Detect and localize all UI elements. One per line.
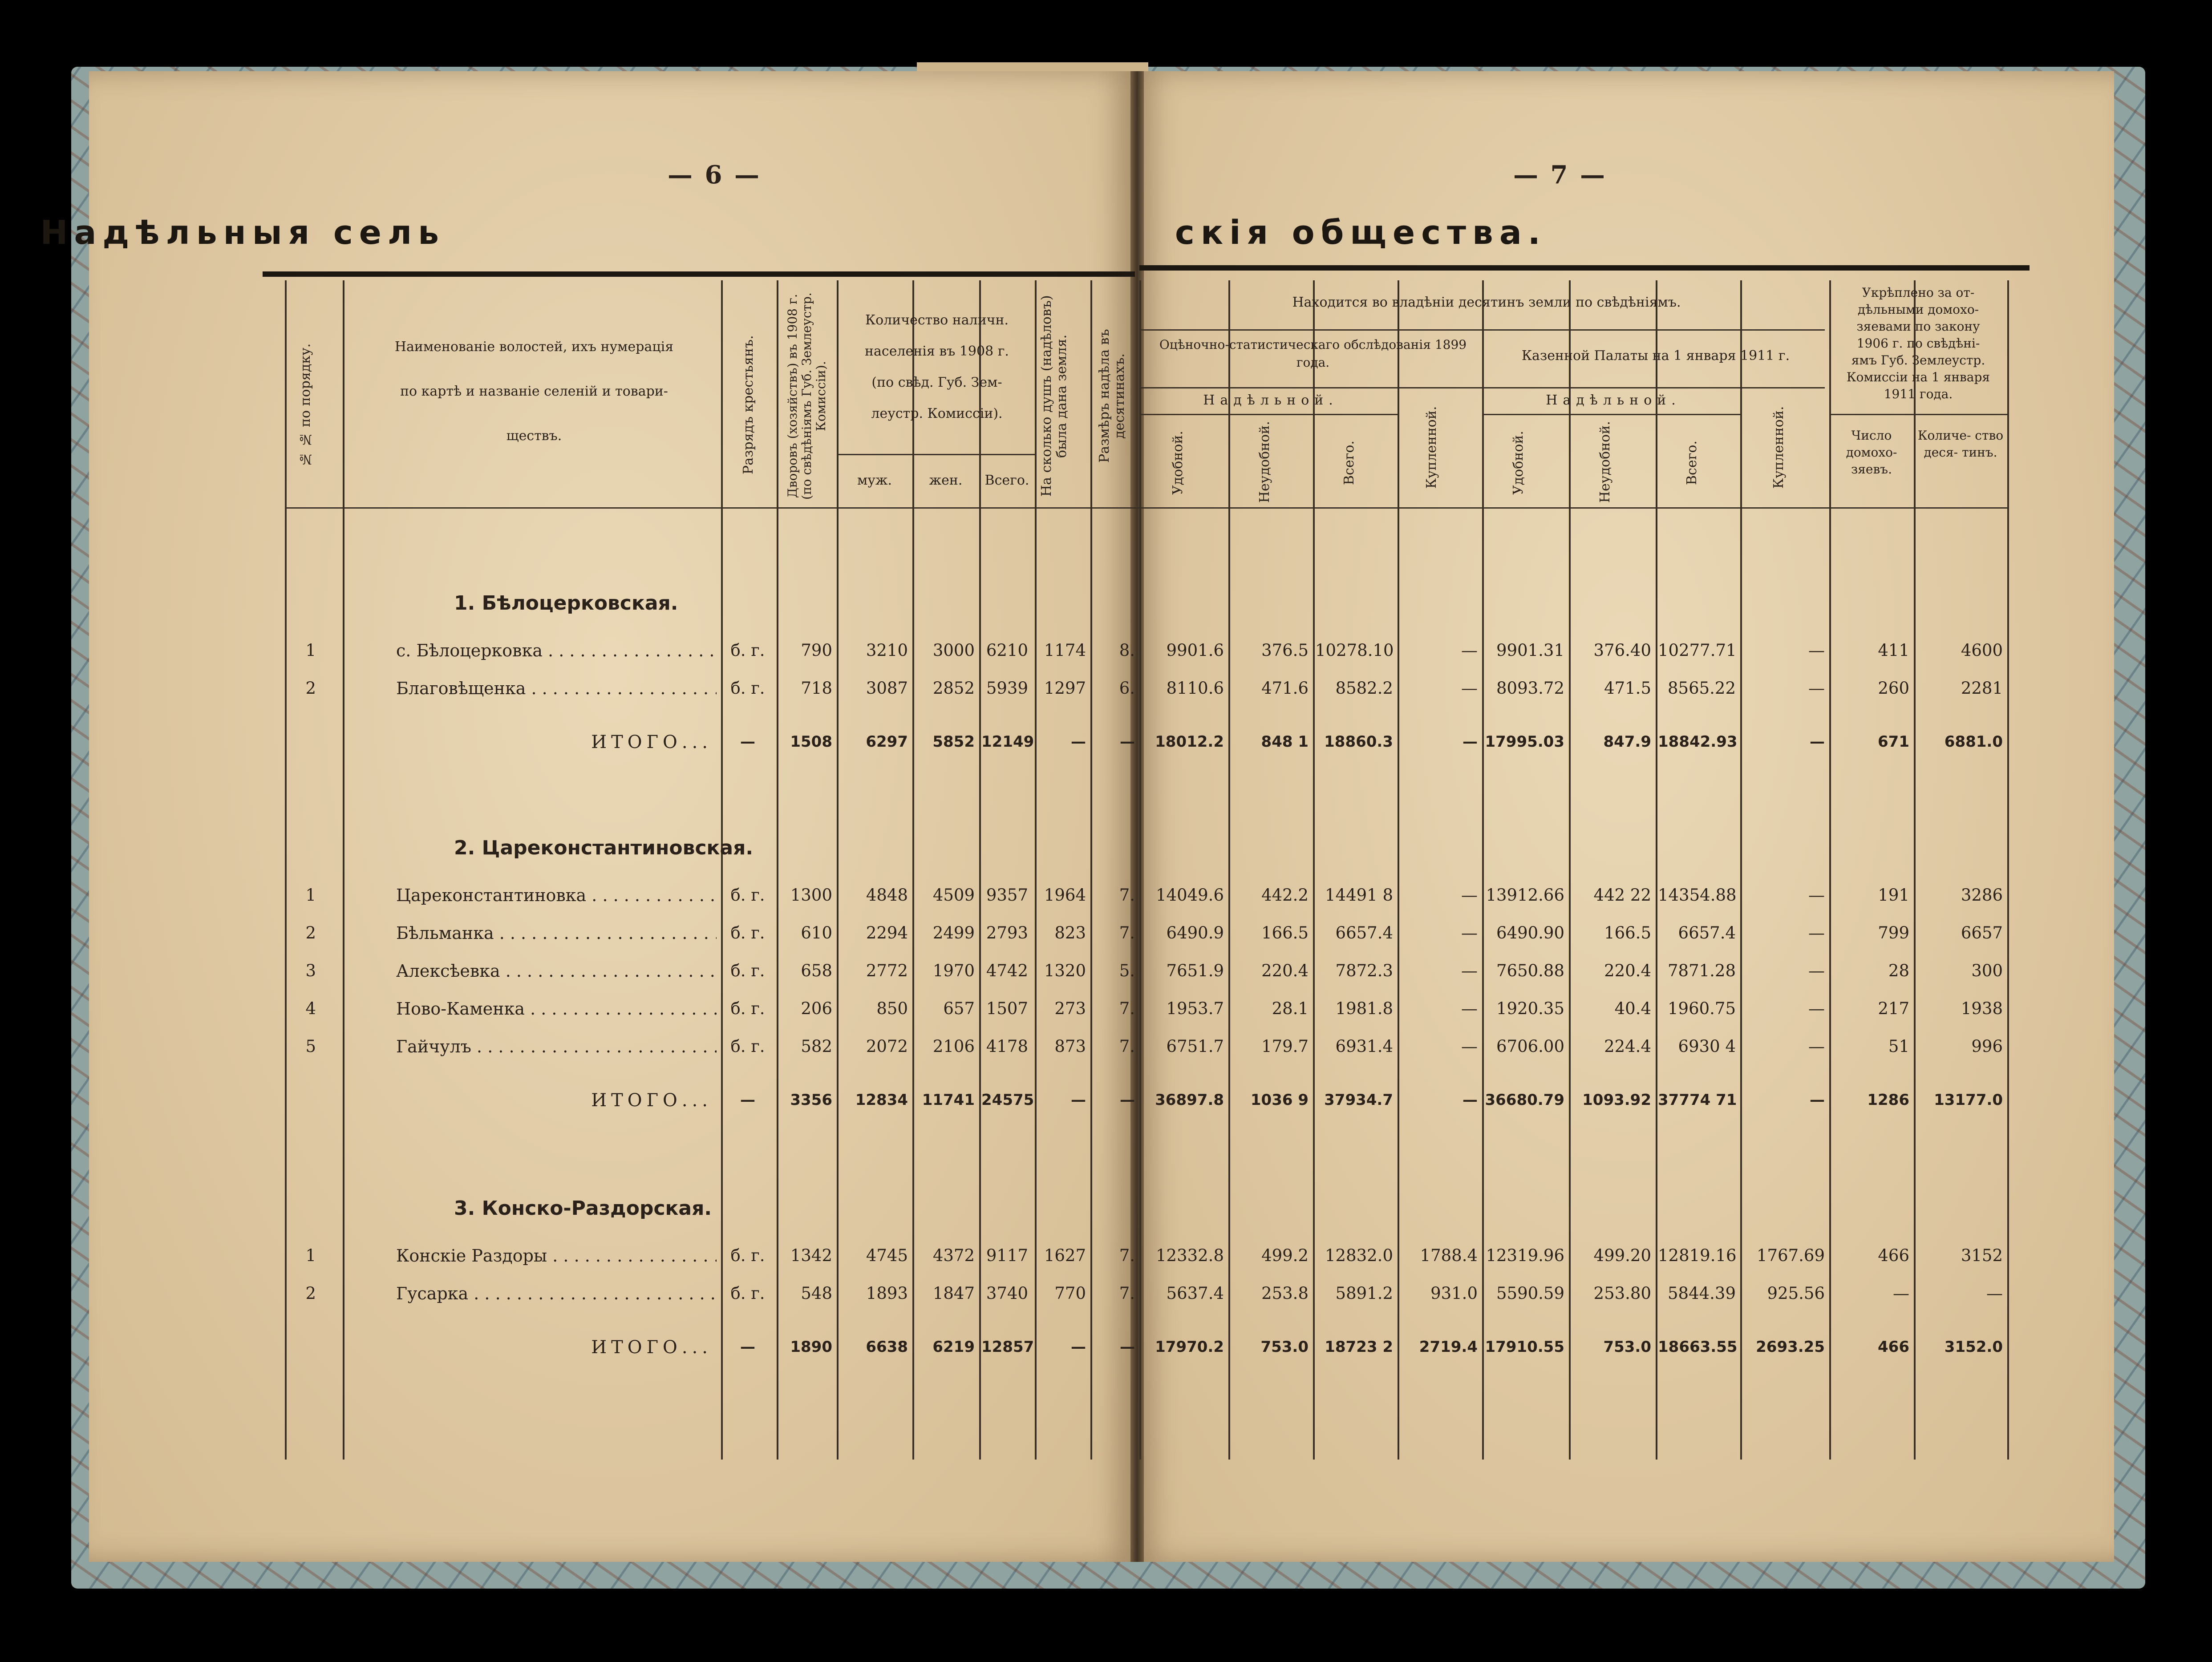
row-number: 1 <box>305 1246 316 1265</box>
cell-c1: 8110.6 <box>1166 679 1224 698</box>
cell-size: 7. <box>1119 1246 1135 1265</box>
total-t: 12857 <box>981 1338 1034 1356</box>
cell-i1: 499.2 <box>1261 1246 1309 1265</box>
cell-i2: 499.20 <box>1593 1246 1651 1265</box>
cell-p2: — <box>1808 999 1825 1018</box>
cell-size: 7. <box>1119 1037 1135 1056</box>
cell-hh: 610 <box>801 923 832 942</box>
total-hh: 1890 <box>790 1338 832 1356</box>
cell-c1: 6490.9 <box>1166 923 1224 942</box>
header-purchased-2: Купленной. <box>1771 406 1787 489</box>
table-column-line <box>2007 280 2009 1460</box>
table-column-line <box>1914 280 1916 1460</box>
total-m: 6638 <box>866 1338 908 1356</box>
cell-a2: 8565.22 <box>1667 679 1736 698</box>
cell-fh: 51 <box>1888 1037 1909 1056</box>
total-c2: 17910.55 <box>1485 1338 1564 1356</box>
total-fd: 3152.0 <box>1944 1338 2003 1356</box>
row-number: 2 <box>305 923 316 942</box>
header-dessiatines: Количе- ство деся- тинъ. <box>1917 428 2004 460</box>
cell-fd: 3286 <box>1961 886 2003 905</box>
total-p1: — <box>1463 733 1478 751</box>
cell-i1: 166.5 <box>1261 923 1309 942</box>
row-number: 1 <box>305 886 316 905</box>
header-souls: На сколько душъ (надѣловъ) была дана земля. <box>1039 295 1070 497</box>
row-name: Благовѣщенка . . . <box>396 679 717 698</box>
cell-fd: 1938 <box>1961 999 2003 1018</box>
header-size: Размѣръ надѣла въ десятинахъ. <box>1097 329 1127 463</box>
cell-c2: 6490.90 <box>1496 923 1564 942</box>
total-hh: 1508 <box>790 733 832 751</box>
header-fixed: зяевами по закону <box>1856 319 1980 334</box>
cell-a1: 7872.3 <box>1335 961 1393 980</box>
cell-a1: 5891.2 <box>1335 1284 1393 1303</box>
header-convenient: Удобной. <box>1170 431 1186 495</box>
table-column-line <box>1090 280 1092 1460</box>
total-c1: 18012.2 <box>1155 733 1224 751</box>
cell-fd: 6657 <box>1961 923 2003 942</box>
row-name: Гайчулъ . . . <box>396 1037 717 1056</box>
cell-a1: 14491 8 <box>1325 886 1393 905</box>
cell-fd: 300 <box>1971 961 2003 980</box>
total-fh: 1286 <box>1867 1091 1909 1109</box>
total-souls: — <box>1071 733 1086 751</box>
cell-cat: б. г. <box>730 1246 765 1265</box>
header-survey: Оцѣночно-статистическаго обслѣдованія 1899 года. <box>1159 337 1467 370</box>
total-cat: — <box>740 733 755 751</box>
cell-c2: 9901.31 <box>1496 641 1564 660</box>
total-a2: 18663.55 <box>1658 1338 1738 1356</box>
cell-p2: 1767.69 <box>1756 1246 1825 1265</box>
cell-p1: — <box>1461 1037 1478 1056</box>
header-num: № № по порядку. <box>298 343 313 467</box>
cell-f: 4509 <box>932 886 975 905</box>
cell-c1: 14049.6 <box>1155 886 1224 905</box>
cell-fd: 3152 <box>1961 1246 2003 1265</box>
cell-souls: 823 <box>1054 923 1086 942</box>
cell-a2: 5844.39 <box>1667 1284 1736 1303</box>
total-a2: 37774 71 <box>1658 1091 1737 1109</box>
cell-fh: 28 <box>1888 961 1909 980</box>
total-p1: 2719.4 <box>1419 1338 1478 1356</box>
cell-i2: 40.4 <box>1614 999 1651 1018</box>
header-female: жен. <box>929 473 963 488</box>
title-left: Надѣльныя сель <box>40 214 445 252</box>
total-size: — <box>1120 1091 1135 1109</box>
cell-size: 8. <box>1119 641 1135 660</box>
cell-f: 1970 <box>932 961 975 980</box>
cell-t: 2793 <box>986 923 1028 942</box>
cell-c1: 7651.9 <box>1166 961 1224 980</box>
cell-cat: б. г. <box>730 999 765 1018</box>
header-all: Всего. <box>1341 441 1357 485</box>
title-rule-left <box>263 271 1135 277</box>
cell-m: 3087 <box>866 679 908 698</box>
cell-hh: 1342 <box>790 1246 832 1265</box>
row-name: Алексѣевка . . . <box>396 961 717 981</box>
table-column-line <box>1740 280 1742 1460</box>
row-number: 5 <box>305 1037 316 1056</box>
table-column-line <box>1398 280 1399 1460</box>
total-c1: 17970.2 <box>1155 1338 1224 1356</box>
cell-fd: 996 <box>1971 1037 2003 1056</box>
header-fixed: ямъ Губ. Землеустр. <box>1851 353 1985 368</box>
total-p2: — <box>1810 1091 1825 1109</box>
table-column-line <box>912 280 914 1460</box>
cell-c2: 7650.88 <box>1496 961 1564 980</box>
table-column-line <box>285 280 287 1460</box>
cell-t: 3740 <box>986 1284 1028 1303</box>
table-column-line <box>1656 280 1657 1460</box>
cell-a1: 6657.4 <box>1335 923 1393 942</box>
total-size: — <box>1120 733 1135 751</box>
cell-cat: б. г. <box>730 679 765 698</box>
total-hh: 3356 <box>790 1091 832 1109</box>
header-name-3: ществъ. <box>506 428 562 444</box>
cell-cat: б. г. <box>730 923 765 942</box>
row-number: 2 <box>305 1284 316 1303</box>
allotted-subrule-1 <box>1139 414 1398 415</box>
cell-p1: — <box>1461 679 1478 698</box>
section-title: 2. Цареконстантиновская. <box>454 837 754 859</box>
header-fixed: 1911 года. <box>1884 387 1953 401</box>
cell-hh: 548 <box>801 1284 832 1303</box>
cell-a2: 10277.71 <box>1658 641 1737 660</box>
total-fd: 13177.0 <box>1934 1091 2003 1109</box>
cell-a2: 1960.75 <box>1667 999 1736 1018</box>
cell-i1: 220.4 <box>1261 961 1309 980</box>
cell-i2: 442 22 <box>1593 886 1651 905</box>
total-m: 6297 <box>866 733 908 751</box>
table-column-line <box>979 280 981 1460</box>
cell-souls: 273 <box>1054 999 1086 1018</box>
header-ownership: Находится во владѣніи десятинъ земли по свѣдѣніямъ. <box>1292 295 1681 310</box>
row-number: 2 <box>305 679 316 698</box>
allotted-subrule-2 <box>1482 414 1740 415</box>
cell-p2: — <box>1808 961 1825 980</box>
header-total: Всего. <box>984 473 1029 488</box>
cell-c2: 12319.96 <box>1486 1246 1564 1265</box>
cell-p2: 925.56 <box>1767 1284 1825 1303</box>
total-f: 6219 <box>932 1338 975 1356</box>
cell-hh: 790 <box>801 641 832 660</box>
cell-c1: 9901.6 <box>1166 641 1224 660</box>
survey-subrule <box>1139 387 1825 388</box>
row-number: 4 <box>305 999 316 1018</box>
cell-m: 2072 <box>866 1037 908 1056</box>
total-a1: 18860.3 <box>1324 733 1393 751</box>
cell-i2: 224.4 <box>1604 1037 1651 1056</box>
total-i1: 753.0 <box>1260 1338 1309 1356</box>
header-allotted-2: Надѣльной. <box>1546 392 1681 408</box>
total-p1: — <box>1463 1091 1478 1109</box>
cell-cat: б. г. <box>730 1037 765 1056</box>
total-souls: — <box>1071 1338 1086 1356</box>
cell-p2: — <box>1808 1037 1825 1056</box>
cell-c2: 8093.72 <box>1496 679 1564 698</box>
cell-c2: 5590.59 <box>1496 1284 1564 1303</box>
cell-fd: 2281 <box>1961 679 2003 698</box>
cell-souls: 1627 <box>1044 1246 1086 1265</box>
header-inconvenient: Неудобной. <box>1597 421 1613 503</box>
total-label: ИТОГО... <box>591 1090 712 1111</box>
header-male: муж. <box>857 473 892 488</box>
cell-i1: 28.1 <box>1272 999 1309 1018</box>
total-i2: 753.0 <box>1603 1338 1651 1356</box>
cell-hh: 718 <box>801 679 832 698</box>
cell-c1: 1953.7 <box>1166 999 1224 1018</box>
cell-fh: — <box>1893 1284 1909 1303</box>
total-fh: 466 <box>1878 1338 1909 1356</box>
cell-fh: 799 <box>1878 923 1909 942</box>
cell-t: 1507 <box>986 999 1028 1018</box>
total-c2: 17995.03 <box>1485 733 1564 751</box>
table-column-line <box>343 280 344 1460</box>
cell-m: 2772 <box>866 961 908 980</box>
cell-i1: 376.5 <box>1261 641 1309 660</box>
cell-souls: 770 <box>1054 1284 1086 1303</box>
cell-i1: 471.6 <box>1261 679 1309 698</box>
header-allotted-1: Надѣльной. <box>1203 392 1338 408</box>
row-name: с. Бѣлоцерковка . . . <box>396 641 717 660</box>
table-column-line <box>1228 280 1230 1460</box>
fixed-subrule <box>1829 414 2007 415</box>
header-fixed: Комиссіи на 1 января <box>1846 370 1990 384</box>
cell-size: 7. <box>1119 923 1135 942</box>
header-population-3: (по свѣд. Губ. Зем- <box>871 375 1002 390</box>
total-f: 11741 <box>922 1091 975 1109</box>
cell-size: 7. <box>1119 999 1135 1018</box>
row-name: Конскіе Раздоры . . . <box>396 1246 717 1266</box>
total-m: 12834 <box>855 1091 908 1109</box>
row-name: Гусарка . . . <box>396 1284 717 1303</box>
total-fd: 6881.0 <box>1944 733 2003 751</box>
total-t: 24575 <box>981 1091 1034 1109</box>
cell-a1: 6931.4 <box>1335 1037 1393 1056</box>
total-p2: — <box>1810 733 1825 751</box>
cell-p2: — <box>1808 679 1825 698</box>
cell-t: 4178 <box>986 1037 1028 1056</box>
header-population-1: Количество наличн. <box>865 312 1009 328</box>
left-page-number: — 6 — <box>668 160 761 190</box>
cell-souls: 1297 <box>1044 679 1086 698</box>
ownership-subrule <box>1139 329 1825 331</box>
header-fixed: дѣльными домохо- <box>1857 302 1979 317</box>
cell-i2: 376.40 <box>1593 641 1651 660</box>
total-cat: — <box>740 1091 755 1109</box>
cell-p1: — <box>1461 961 1478 980</box>
cell-m: 2294 <box>866 923 908 942</box>
cell-p2: — <box>1808 923 1825 942</box>
total-a1: 18723 2 <box>1325 1338 1393 1356</box>
cell-c1: 12332.8 <box>1155 1246 1224 1265</box>
title-rule-right <box>1139 265 2030 271</box>
cell-f: 2106 <box>932 1037 975 1056</box>
row-number: 3 <box>305 961 316 980</box>
header-name-1: Наименованіе волостей, ихъ нумерація <box>394 339 674 355</box>
cell-fh: 260 <box>1878 679 1909 698</box>
cell-a2: 7871.28 <box>1667 961 1736 980</box>
cell-a1: 10278.10 <box>1315 641 1394 660</box>
cell-t: 5939 <box>986 679 1028 698</box>
header-population-4: леустр. Комиссіи). <box>871 406 1003 421</box>
cell-a2: 6657.4 <box>1678 923 1736 942</box>
cell-a1: 12832.0 <box>1325 1246 1393 1265</box>
total-i1: 1036 9 <box>1250 1091 1309 1109</box>
cell-f: 3000 <box>932 641 975 660</box>
total-t: 12149 <box>981 733 1034 751</box>
cell-hh: 1300 <box>790 886 832 905</box>
total-a2: 18842.93 <box>1658 733 1738 751</box>
cell-p1: 931.0 <box>1430 1284 1478 1303</box>
row-number: 1 <box>305 641 316 660</box>
cell-p1: — <box>1461 923 1478 942</box>
cell-t: 9117 <box>986 1246 1028 1265</box>
cell-c2: 13912.66 <box>1486 886 1564 905</box>
cell-i2: 220.4 <box>1604 961 1651 980</box>
cell-m: 850 <box>876 999 908 1018</box>
table-column-line <box>1829 280 1831 1460</box>
total-label: ИТОГО... <box>591 1337 712 1358</box>
cell-p2: — <box>1808 886 1825 905</box>
cell-f: 2499 <box>932 923 975 942</box>
cell-hh: 206 <box>801 999 832 1018</box>
table-column-line <box>1139 280 1141 1460</box>
cell-a2: 12819.16 <box>1658 1246 1737 1265</box>
cell-i2: 471.5 <box>1604 679 1651 698</box>
cell-p1: — <box>1461 886 1478 905</box>
total-fh: 671 <box>1878 733 1909 751</box>
cell-p1: — <box>1461 641 1478 660</box>
header-treasury: Казенной Палаты на 1 января 1911 г. <box>1521 348 1790 364</box>
cell-size: 6. <box>1119 679 1135 698</box>
cell-fh: 191 <box>1878 886 1909 905</box>
total-i1: 848 1 <box>1261 733 1309 751</box>
header-fixed: 1906 г. по свѣдѣні- <box>1856 336 1980 351</box>
cell-c1: 5637.4 <box>1166 1284 1224 1303</box>
header-population-2: населенія въ 1908 г. <box>865 344 1009 359</box>
table-column-line <box>1482 280 1484 1460</box>
title-right: скія общества. <box>1175 214 1547 252</box>
header-name-2: по картѣ и названіе селеній и товари- <box>400 384 668 399</box>
header-fixed: Укрѣплено за от- <box>1862 285 1975 300</box>
cell-size: 7. <box>1119 886 1135 905</box>
total-i2: 1093.92 <box>1582 1091 1651 1109</box>
section-title: 3. Конско-Раздорская. <box>454 1197 712 1220</box>
cell-cat: б. г. <box>730 1284 765 1303</box>
cell-fh: 411 <box>1878 641 1909 660</box>
total-cat: — <box>740 1338 755 1356</box>
total-f: 5852 <box>932 733 975 751</box>
population-subrule <box>837 454 1035 455</box>
total-souls: — <box>1071 1091 1086 1109</box>
header-households: Дворовъ (хозяйствъ) въ 1908 г. (по свѣдѣніямъ Губ. Землеустр. Комиссіи). <box>785 292 828 500</box>
table-column-line <box>1035 280 1037 1460</box>
cell-cat: б. г. <box>730 886 765 905</box>
cell-p1: 1788.4 <box>1420 1246 1478 1265</box>
cell-fd: 4600 <box>1961 641 2003 660</box>
cell-m: 3210 <box>866 641 908 660</box>
cell-c2: 6706.00 <box>1496 1037 1564 1056</box>
header-all: Всего. <box>1684 441 1700 485</box>
table-column-line <box>1313 280 1315 1460</box>
cell-cat: б. г. <box>730 641 765 660</box>
cell-t: 9357 <box>986 886 1028 905</box>
total-a1: 37934.7 <box>1324 1091 1393 1109</box>
table-header-rule <box>285 507 2007 509</box>
section-title: 1. Бѣлоцерковская. <box>454 592 678 615</box>
cell-i1: 442.2 <box>1261 886 1309 905</box>
row-name: Ново-Каменка . . . <box>396 999 717 1019</box>
table-column-line <box>777 280 778 1460</box>
header-inconvenient: Неудобной. <box>1257 421 1272 503</box>
header-convenient: Удобной. <box>1511 431 1526 495</box>
cell-m: 4848 <box>866 886 908 905</box>
table-column-line <box>837 280 839 1460</box>
cell-souls: 1320 <box>1044 961 1086 980</box>
cell-c1: 6751.7 <box>1166 1037 1224 1056</box>
cell-souls: 873 <box>1054 1037 1086 1056</box>
cell-a1: 1981.8 <box>1335 999 1393 1018</box>
cell-t: 4742 <box>986 961 1028 980</box>
total-c1: 36897.8 <box>1155 1091 1224 1109</box>
cell-p1: — <box>1461 999 1478 1018</box>
cell-hh: 658 <box>801 961 832 980</box>
header-hh-count: Число домохо- зяевъ. <box>1846 428 1897 477</box>
row-name: Бѣльманка . . . <box>396 923 717 943</box>
cell-fh: 466 <box>1878 1246 1909 1265</box>
cell-a2: 6930 4 <box>1678 1037 1736 1056</box>
cell-t: 6210 <box>986 641 1028 660</box>
cell-size: 7. <box>1119 1284 1135 1303</box>
table-column-line <box>1569 280 1571 1460</box>
row-name: Цареконстантиновка . . . <box>396 886 717 905</box>
total-i2: 847.9 <box>1603 733 1651 751</box>
cell-f: 1847 <box>932 1284 975 1303</box>
cell-souls: 1964 <box>1044 886 1086 905</box>
cell-hh: 582 <box>801 1037 832 1056</box>
header-purchased-1: Купленной. <box>1424 406 1439 489</box>
cell-i1: 253.8 <box>1261 1284 1309 1303</box>
total-label: ИТОГО... <box>591 732 712 752</box>
header-category: Разрядъ крестьянъ. <box>741 335 756 475</box>
cell-m: 1893 <box>866 1284 908 1303</box>
cell-m: 4745 <box>866 1246 908 1265</box>
total-p2: 2693.25 <box>1756 1338 1825 1356</box>
cell-a1: 8582.2 <box>1335 679 1393 698</box>
cell-souls: 1174 <box>1044 641 1086 660</box>
right-page-number: — 7 — <box>1513 160 1607 190</box>
cell-i1: 179.7 <box>1261 1037 1309 1056</box>
cell-f: 2852 <box>932 679 975 698</box>
cell-fd: — <box>1986 1284 2003 1303</box>
cell-a2: 14354.88 <box>1658 886 1737 905</box>
cell-f: 4372 <box>932 1246 975 1265</box>
table-column-line <box>721 280 723 1460</box>
cell-f: 657 <box>943 999 975 1018</box>
cell-i2: 166.5 <box>1604 923 1651 942</box>
total-size: — <box>1120 1338 1135 1356</box>
cell-fh: 217 <box>1878 999 1909 1018</box>
cell-i2: 253.80 <box>1593 1284 1651 1303</box>
cell-cat: б. г. <box>730 961 765 980</box>
total-c2: 36680.79 <box>1485 1091 1564 1109</box>
cell-size: 5. <box>1119 961 1135 980</box>
cell-p2: — <box>1808 641 1825 660</box>
cell-c2: 1920.35 <box>1496 999 1564 1018</box>
